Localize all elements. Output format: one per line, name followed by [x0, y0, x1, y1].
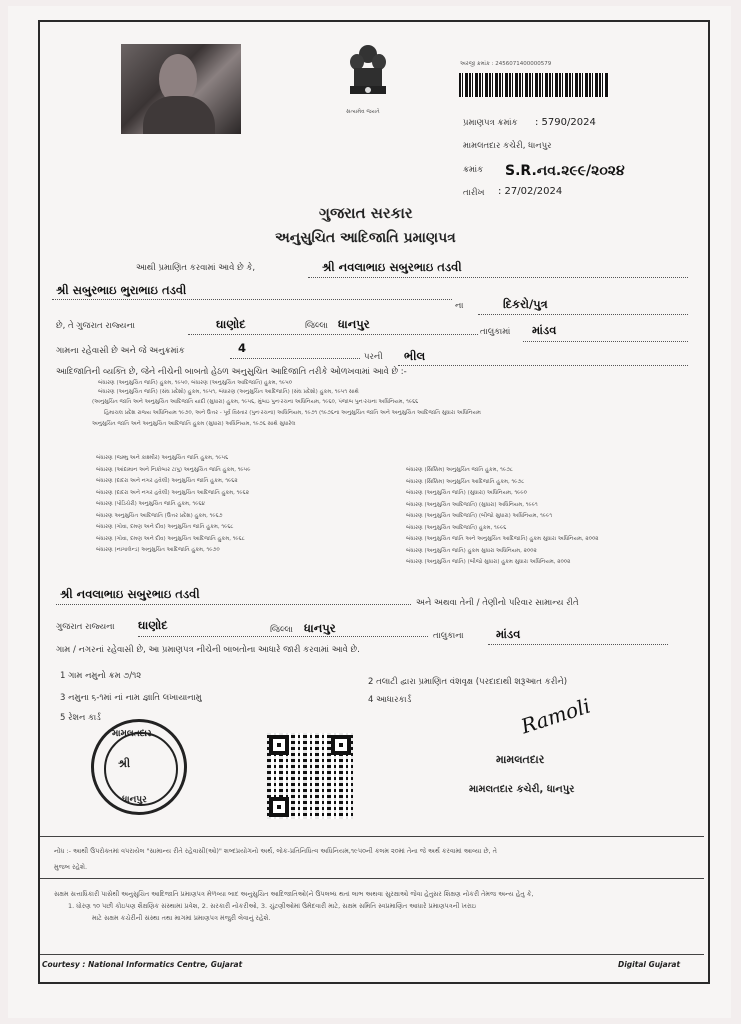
ref-value: S.R.નવ.૨૯૯/૨૦૨૪: [505, 163, 625, 179]
seal-center-text: શ્રી: [118, 757, 131, 770]
district-value-2: ધાનપુર: [304, 621, 336, 635]
resident-label: ગામના રહેવાસી છે અને જે અનુક્રમાંક: [56, 346, 185, 356]
qr-code: [267, 733, 353, 819]
signature-scribble: Ramoli: [518, 693, 594, 739]
signatory-office: મામલતદાર કચેરી, ધાનપુર: [469, 784, 575, 795]
basis-item: 3 નમુના ૬-૧માં નાં નામ જ્ઞાતિ લખાયાનામુ: [60, 693, 202, 703]
order-line: બંધારણ (અનુસુચિત જાતિ) હુકમ, ૧૯૫૦, બંધારણ (અનુસુચિત આદિજાતિ) હુકમ, ૧૯૫૦: [98, 380, 293, 386]
order-line: બંધારણ (અનુસુચિત જાતિ અને અનુસુચિત આદિજાતિ) હુકમ સુધારા અધિનિયમ, ૨૦૦૨: [406, 536, 599, 542]
village-value-2: ઘાણોદ: [138, 618, 168, 632]
basis-text: ગામ / નગરનાં રહેવાસી છે, આ પ્રમાણપત્ર નીચેની બાબતોના આધારે જારી કરવામાં આવે છે.: [56, 645, 360, 655]
ref-label: ક્રમાંક: [463, 165, 484, 175]
basis-item: 2 તલાટી દ્વારા પ્રમાણિત વંશવૃક્ષ (પરદાદાથી શરૂઆત કરીને): [368, 677, 568, 687]
relation-value: દિકરો/પુત્ર: [503, 297, 548, 311]
caste-label: પરની: [364, 352, 383, 362]
order-line: બંધારણ અનુસુચિત આદિજાતિ (ઉત્તર પ્રદેશ) હુકમ, ૧૯૬૭: [96, 512, 223, 519]
taluka-label: તાલુકામાં: [480, 327, 511, 337]
relation-prefix: ના: [455, 301, 464, 311]
order-line: બંધારણ (જમ્મુ અને કાશ્મીર) અનુસુચિત જાતિ હુકમ, ૧૯૫૬: [96, 455, 229, 461]
serial-no: 4: [238, 341, 247, 355]
office-seal: [91, 719, 187, 815]
basis-item: 5 રેશન કાર્ડ: [60, 713, 101, 723]
seal-top-text: મામલતદાર: [112, 729, 152, 739]
order-line: બંધારણ (નાગાલેન્ડ) અનુસુચિત આદિજાતિ હુકમ, ૧૯૭૦: [96, 547, 220, 553]
order-line: (અનુસુચિત જાતિ અને અનુસુચિત આદિજાતિ યાદી (સુધારા) હુકમ, ૧૯૫૬, મુંબઇ પુનઃરચના અધિનિયમ, ૧૯૬૦, પંજાબ પુનઃરચના અધિનિયમ, ૧૯૬૬: [92, 399, 419, 405]
date-label: તારીખ: [463, 188, 485, 198]
cert-no-value: : 5790/2024: [535, 117, 596, 128]
state-label-2: ગુજરાત રાજ્યના: [56, 622, 115, 632]
order-line: બંધારણ (સિક્કિમ) અનુસુચિત આદિજાતિ હુકમ, ૧૯૭૮: [406, 478, 525, 485]
certificate-sheet: [8, 6, 731, 1018]
intro-text: આથી પ્રમાણિત કરવામાં આવે છે કે,: [136, 263, 256, 273]
taluka-value-2: માંડવ: [496, 627, 521, 641]
footer-digital-gujarat: Digital Gujarat: [618, 960, 681, 969]
order-line: બંધારણ (અનુસુચિત આદિજાતિ) હુકમ, ૧૯૯૬: [406, 524, 507, 531]
district-value: ધાનપુર: [338, 317, 370, 331]
cert-no-label: પ્રમાણપત્ર ક્રમાંક: [463, 118, 518, 128]
order-line: બંધારણ (અનુસુચિત જાતિ) (સુધારા) અધિનિયમ, ૧૯૯૦: [406, 490, 527, 496]
father-name: શ્રી સબુરભાઇ ભુરાભાઇ તડવી: [56, 283, 187, 297]
applicant-name-repeat: શ્રી નવલાભાઇ સબુરભાઇ તડવી: [60, 587, 200, 601]
order-line: બંધારણ (ગોવા, દમણ અને દીવ) અનુસુચિત જાતિ હુકમ, ૧૯૬૮: [96, 524, 234, 530]
taluka-label-2: તાલુકાના: [433, 631, 464, 641]
signatory-title: મામલતદાર: [496, 753, 545, 766]
order-line: બંધારણ (આંદામાન અને નિકોબાર ટાપુ) અનુસુચિત જાતિ હુકમ, ૧૯૫૯: [96, 466, 251, 473]
applicant-photo: [121, 44, 241, 134]
emblem-caption: સત્યમેવ જયતે: [346, 109, 380, 115]
basis-item: 1 ગામ નમુનો ક્રમ ૭/૧૨: [60, 671, 142, 681]
district-label: જિલ્લા: [305, 321, 328, 331]
barcode: [459, 73, 609, 97]
date-value: : 27/02/2024: [498, 186, 563, 197]
order-line: હિમાચલ પ્રદેશ રાજ્ય અધિનિયમ ૧૯૭૦, અને ઉત્તર - પૂર્વ વિસ્તાર (પુનઃરચના) અધિનિયમ, ૧૯૭૧ (૧૯૭૬ના અનુસુચિત જાતિ અને અનુસુચિત આદિજાતિ સુધારા અધિનિયમ: [104, 410, 481, 416]
district-label-2: જિલ્લા: [270, 625, 293, 635]
note-line: માટે સક્ષમ કચેરીની સંસ્થા તથા માગમાં પ્રમાણપત્ર મંજુરી લેવાનું રહેશે.: [92, 914, 271, 922]
order-line: બંધારણ (સિક્કિમ) અનુસુચિત જાતિ હુકમ, ૧૯૭૮: [406, 467, 513, 473]
seal-bottom-text: ધાનપુર: [122, 795, 147, 805]
certificate-title: અનુસુચિત આદિજાતિ પ્રમાણપત્ર: [275, 230, 456, 246]
issuing-office: મામલતદાર કચેરી, ધાનપુર: [463, 141, 552, 151]
family-label: અને અથવા તેની / તેણીનો પરિવાર સામાન્ય રીતે: [416, 598, 579, 608]
basis-item: 4 આધારકાર્ડ: [368, 695, 412, 705]
taluka-value: માંડવ: [532, 323, 557, 337]
note-line: સક્ષમ સત્તાધિકારી પાસેથી અનુસુચિત આદિજાતિ પ્રમાણપત્ર મેળવ્યા બાદ અનુસુચિત આદિજાતિઓ(ને ઉપલબ્ધ થતાં લાભ અથવા સુરક્ષાઓ જેવા હેતુસર શિક્ષણ નોકરી તેમજ અન્ય હેતુ કે,: [54, 890, 534, 898]
order-line: બંધારણ (અનુસુચિત આદિજાતિ) (સુધારા) અધિનિયમ, ૧૯૯૧: [406, 501, 538, 508]
order-line: બંધારણ (દાદરા અને નગર હવેલી) અનુસુચિત જાતિ હુકમ, ૧૯૬૨: [96, 478, 238, 484]
order-line: અનુસુચિત જાતિ અને અનુસુચિત આદિજાતિ હુકમ (સુધારા) અધિનિયમ, ૧૯૭૬ સાથે સુધારેલ: [92, 421, 296, 427]
recognized-text: આદિજાતિની વ્યક્તિ છે, જેને નીચેની બાબતો હેઠળ અનુસુચિત આદિજાતિ તરીકે ઓળખવામાં આવે છે :-: [56, 367, 407, 377]
order-line: બંધારણ (પોંડિચેરી) અનુસુચિત જાતિ હુકમ, ૧૯૬૪: [96, 501, 205, 507]
order-line: બંધારણ (અનુસુચિત જાતિ) (બીજો સુધારા) હુકમ સુધારા અધિનિયમ, ૨૦૦૨: [406, 559, 571, 565]
footer-courtesy: Courtesy : National Informatics Centre, Gujarat: [42, 960, 243, 969]
order-line: બંધારણ (ગોવા, દમણ અને દીવ) અનુસુચિત આદિજાતિ હુકમ, ૧૯૬૮: [96, 535, 245, 542]
note-line: મુજબ રહેશે.: [54, 863, 88, 871]
state-label: છે, તે ગુજરાત રાજ્યના: [56, 321, 135, 331]
note-line: 1. ધોરણ ૧૦ પછી કોઇપણ શૈક્ષણિક સંસ્થામાં પ્રવેશ, 2. સરકારી નોકરીઓ, 3. ચુંટણીઓમાં ઉમેદવારી માટે, સક્ષમ સમિતિ સ્વપ્રમાણિત આધારે પ્રમાણપત્રની ખરાઇ: [68, 902, 477, 910]
barcode-caption: અરજી ક્રમાંક : 2456071400000579: [460, 61, 552, 67]
order-line: બંધારણ (દાદરા અને નગર હવેલી) અનુસુચિત આદિજાતિ હુકમ, ૧૯૬૨: [96, 489, 249, 496]
note-line: નોંધ :- આથી ઉપરોક્તમાં વપરાયેલ "સામાન્ય રીતે રહેવાસી(ઓ)" શબ્દપ્રયોગનો અર્થ, લોક-પ્રતિનિધિત્વ અધિનિયમ,૧૯૫૦ની કલમ ૨૦માં તેના જે અર્થ કરવામાં આવ્યા છે, તે: [54, 847, 497, 855]
government-title: ગુજરાત સરકાર: [319, 204, 413, 222]
order-line: બંધારણ (અનુસુચિત આદિજાતિ) (બીજો સુધારા) અધિનિયમ, ૧૯૯૧: [406, 513, 553, 519]
caste-value: ભીલ: [404, 349, 426, 363]
village-value: ઘાણોદ: [216, 317, 246, 331]
order-line: બંધારણ (અનુસુચિત જાતિ) હુકમ સુધારા અધિનિયમ, ૨૦૦૨: [406, 547, 537, 554]
emblem-icon: [344, 42, 392, 114]
applicant-name: શ્રી નવલાભાઇ સબુરભાઇ તડવી: [322, 260, 462, 274]
order-line: બંધારણ (અનુસુચિત જાતિ) (સંઘ પ્રદેશો) હુકમ, ૧૯૫૧, બંધારણ (અનુસુચિત આદિજાતિ) (સંઘ પ્રદેશો) હુકમ, ૧૯૫૧ સાથે: [98, 389, 359, 395]
